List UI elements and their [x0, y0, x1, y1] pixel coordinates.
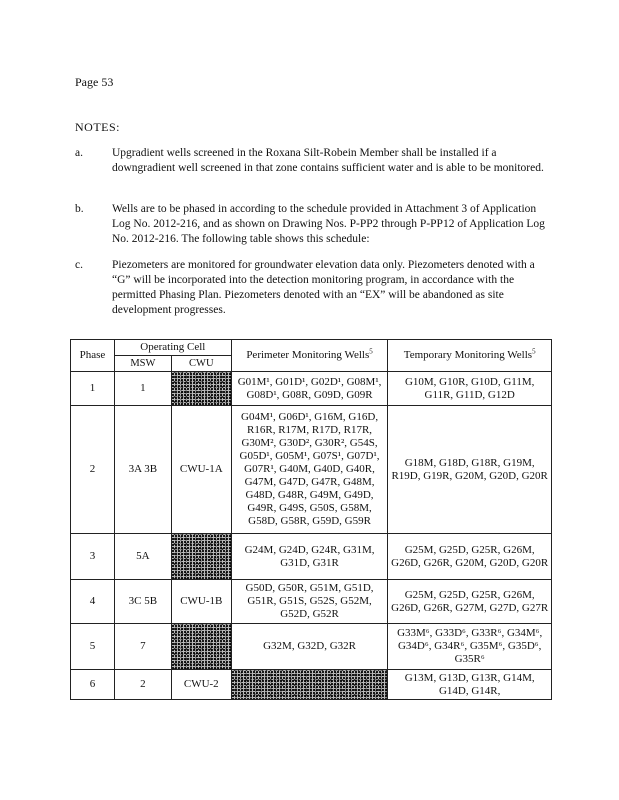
note-letter: c.: [75, 259, 83, 271]
cell-perimeter: G50D, G50R, G51M, G51D, G51R, G51S, G52S, G52M, G52D, G52R: [231, 580, 388, 624]
cell-msw: 5A: [114, 534, 171, 580]
phasing-schedule-table: [70, 339, 552, 700]
cell-msw: 3C 5B: [114, 580, 171, 624]
header-perimeter-footnote: 5: [369, 347, 373, 356]
cell-perimeter: G32M, G32D, G32R: [231, 624, 388, 670]
table-header-row: [71, 340, 552, 356]
cell-phase: 3: [71, 534, 115, 580]
cell-temporary: G18M, G18D, G18R, G19M, R19D, G19R, G20M, G20D, G20R: [388, 406, 552, 534]
note-letter: a.: [75, 147, 83, 159]
cell-temporary: G25M, G25D, G25R, G26M, G26D, G26R, G27M, G27D, G27R: [388, 580, 552, 624]
cell-perimeter-redacted: [231, 670, 388, 700]
note-b: [75, 202, 555, 247]
cell-cwu-redacted: [171, 534, 231, 580]
note-text: Upgradient wells screened in the Roxana Silt-Robein Member shall be installed if a downgradient well screened in that zone contains sufficient water and is able to be monitored.: [112, 147, 544, 174]
cell-cwu: CWU-1B: [171, 580, 231, 624]
header-perimeter-wells: [231, 340, 388, 372]
header-operating-cell: Operating Cell: [114, 340, 231, 356]
notes-heading: NOTES:: [75, 120, 120, 134]
header-phase: Phase: [71, 340, 115, 372]
cell-cwu-redacted: [171, 624, 231, 670]
cell-phase: 5: [71, 624, 115, 670]
cell-cwu-redacted: [171, 372, 231, 406]
note-c: [75, 258, 555, 318]
note-a: [75, 146, 555, 176]
cell-temporary: G25M, G25D, G25R, G26M, G26D, G26R, G20M, G20D, G20R: [388, 534, 552, 580]
cell-temporary: G10M, G10R, G10D, G11M, G11R, G11D, G12D: [388, 372, 552, 406]
cell-temporary: G13M, G13D, G13R, G14M, G14D, G14R,: [388, 670, 552, 700]
cell-temporary: G33M⁶, G33D⁶, G33R⁶, G34M⁶, G34D⁶, G34R⁶, G35M⁶, G35D⁶, G35R⁶: [388, 624, 552, 670]
cell-msw: 7: [114, 624, 171, 670]
cell-phase: 4: [71, 580, 115, 624]
cell-perimeter: G01M¹, G01D¹, G02D¹, G08M¹, G08D¹, G08R, G09D, G09R: [231, 372, 388, 406]
cell-perimeter: G04M¹, G06D¹, G16M, G16D, R16R, R17M, R17D, R17R, G30M², G30D², G30R², G54S, G05D¹, G05M¹, G07S¹, G07D¹, G07R¹, G40M, G40D, G40R, G47M, G47D, G47R, G48M, G48D, G48R, G49M, G49D, G49R, G49S, G50S, G58M, G58D, G58R, G59D, G59R: [231, 406, 388, 534]
header-msw: MSW: [114, 356, 171, 372]
cell-phase: 6: [71, 670, 115, 700]
table-row: [71, 670, 552, 700]
table-row: [71, 624, 552, 670]
cell-msw: 2: [114, 670, 171, 700]
header-temporary-wells: [388, 340, 552, 372]
cell-phase: 1: [71, 372, 115, 406]
cell-msw: 1: [114, 372, 171, 406]
header-temporary-text: Temporary Monitoring Wells: [403, 349, 533, 361]
cell-cwu: CWU-1A: [171, 406, 231, 534]
table-row: [71, 534, 552, 580]
note-text: Wells are to be phased in according to the schedule provided in Attachment 3 of Application Log No. 2012-216, and as shown on Drawing Nos. P-PP2 through P-PP12 of Application Log No. 2012-216. The following table shows this schedule:: [112, 203, 545, 245]
header-perimeter-text: Perimeter Monitoring Wells: [246, 349, 370, 361]
note-text: Piezometers are monitored for groundwater elevation data only. Piezometers denoted with a “G” will be incorporated into the detection monitoring program, in accordance with the permitted Phasing Plan. Piezometers denoted with an “EX” will be abandoned as site development progresses.: [112, 259, 535, 316]
table-row: [71, 580, 552, 624]
note-letter: b.: [75, 203, 84, 215]
page-number: Page 53: [75, 75, 114, 89]
cell-msw: 3A 3B: [114, 406, 171, 534]
cell-perimeter: G24M, G24D, G24R, G31M, G31D, G31R: [231, 534, 388, 580]
header-cwu: CWU: [171, 356, 231, 372]
cell-phase: 2: [71, 406, 115, 534]
table-row: [71, 406, 552, 534]
table-row: [71, 372, 552, 406]
header-temporary-footnote: 5: [532, 347, 536, 356]
cell-cwu: CWU-2: [171, 670, 231, 700]
